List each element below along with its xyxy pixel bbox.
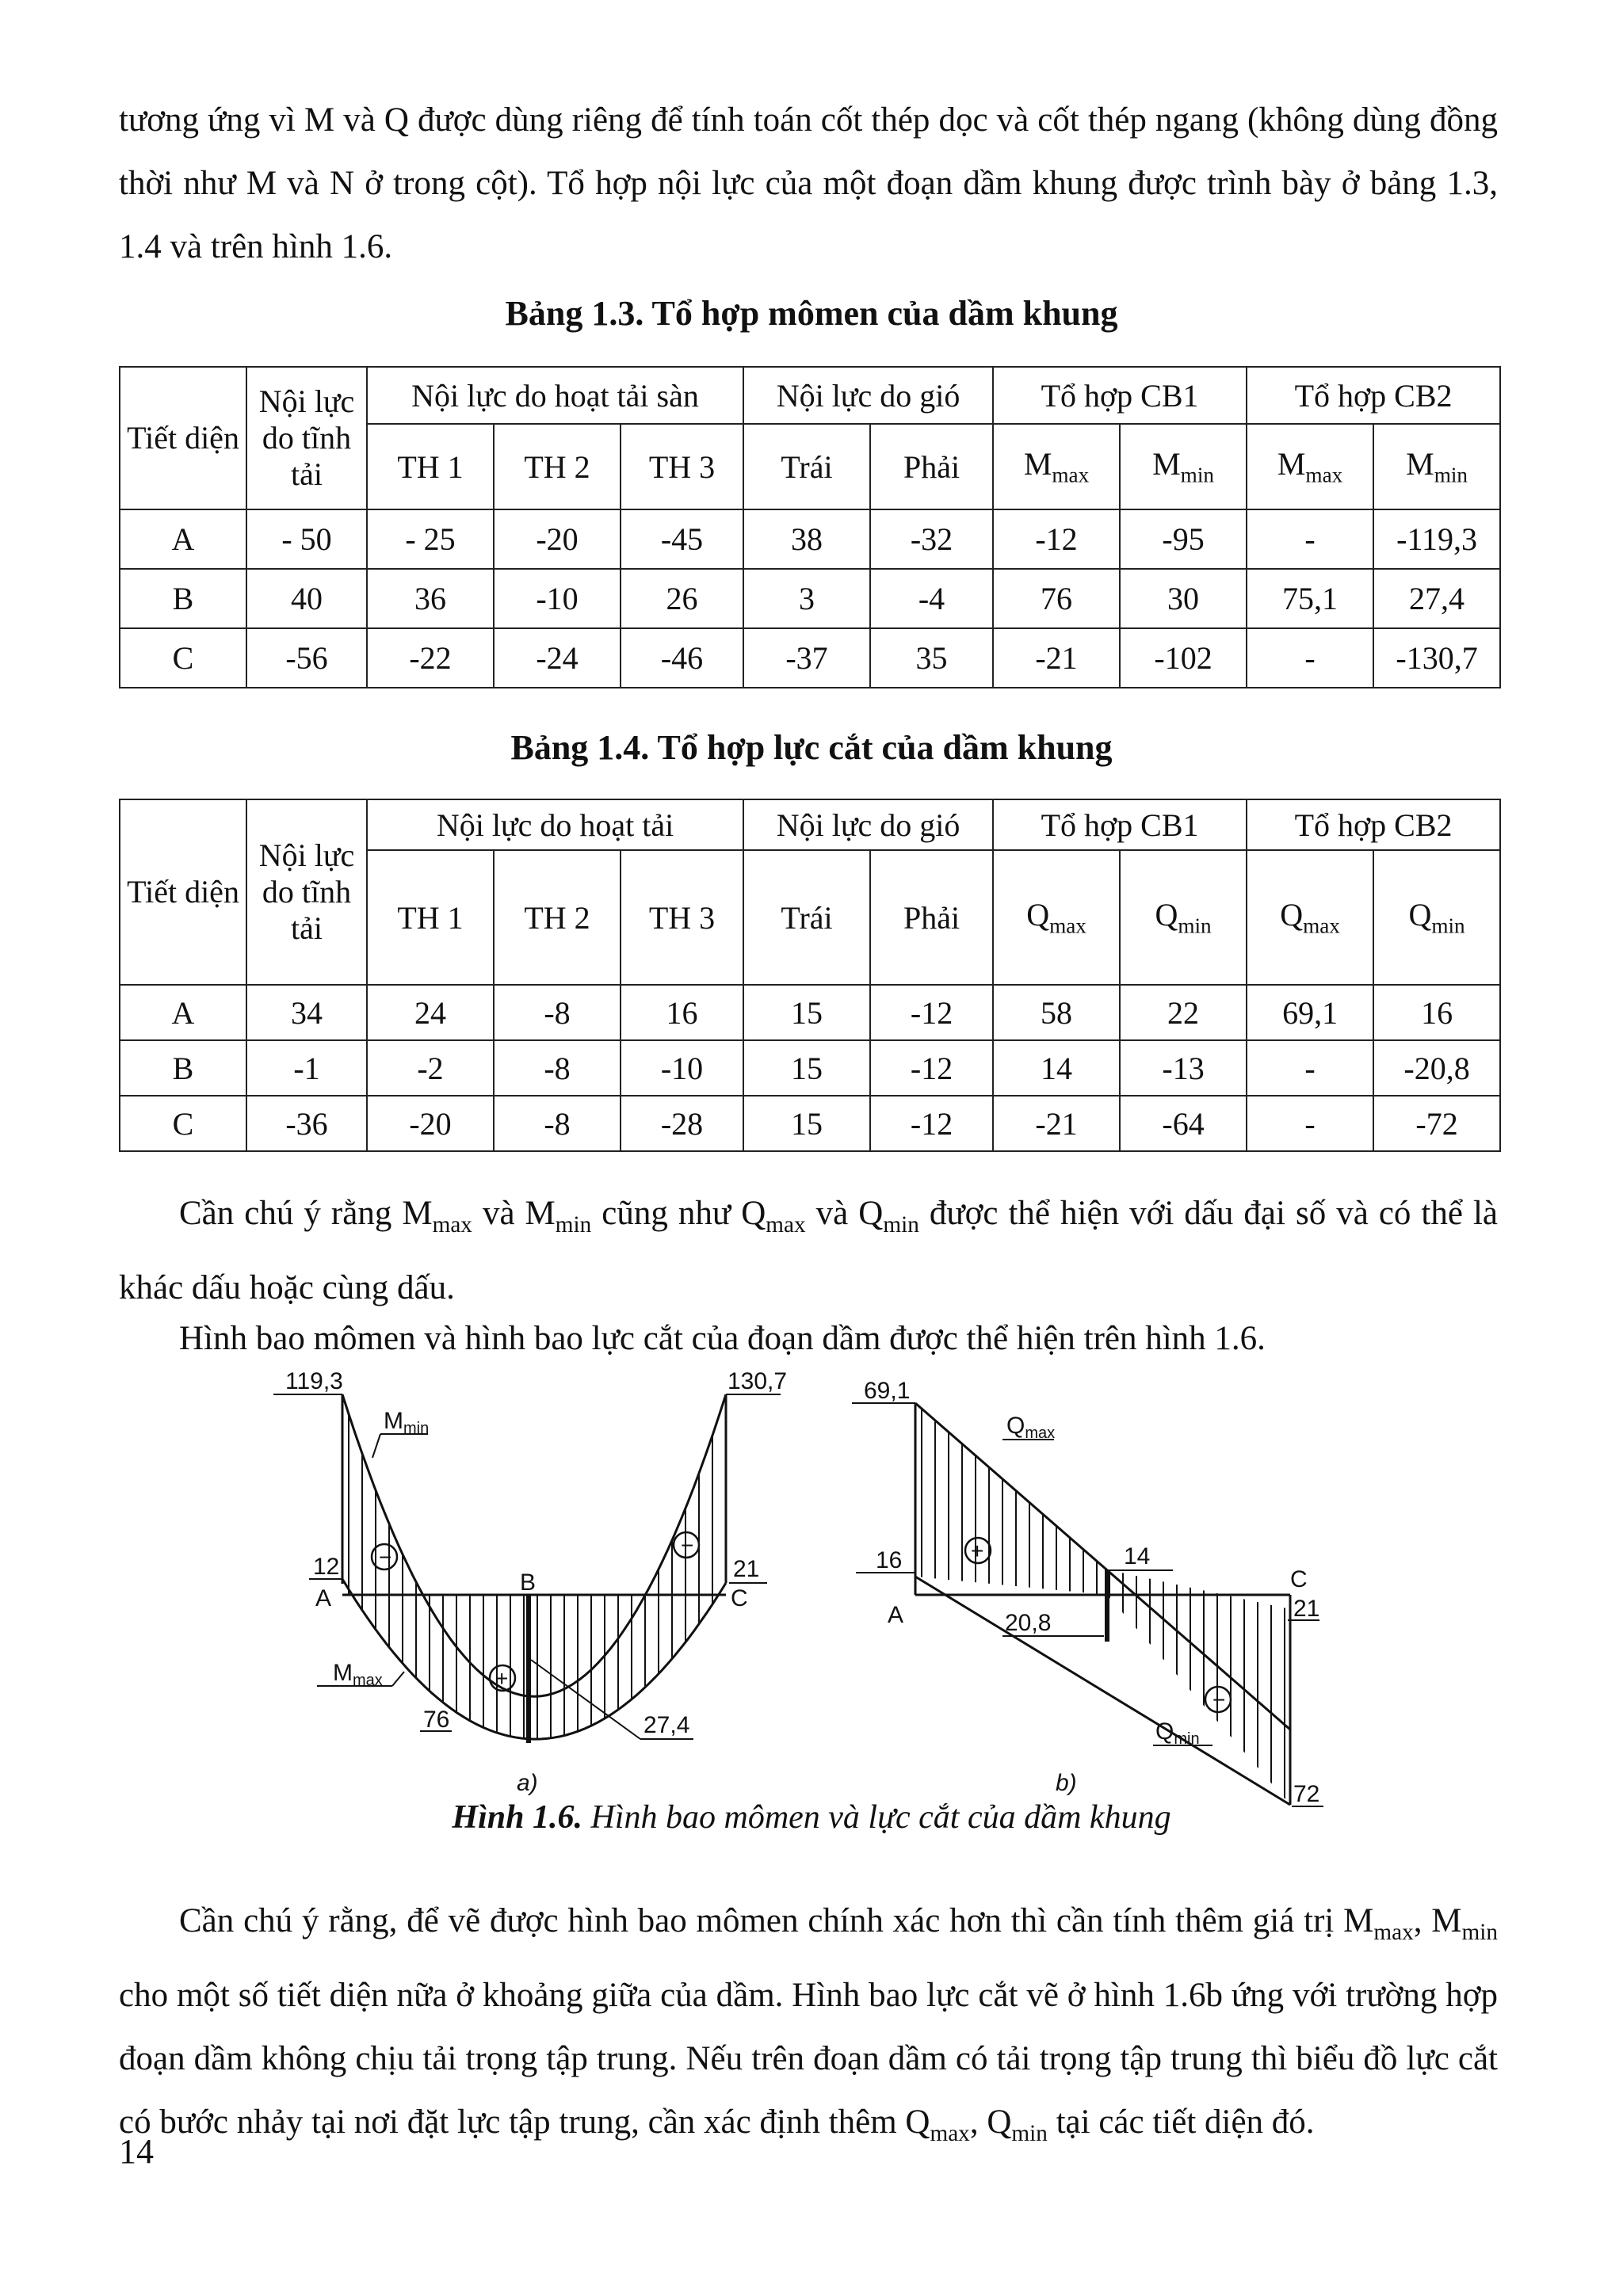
header-cb2-min: $Q_{min}$ xyxy=(1373,850,1500,985)
header-live-load: Nội lực do hoạt tải sàn xyxy=(367,367,743,424)
shear-label-top-left: 69,1 xyxy=(864,1378,911,1404)
mmin-label: $M_{min}$ xyxy=(384,1408,430,1437)
value-cell: 14 xyxy=(993,1040,1120,1096)
header-wind-right: Phải xyxy=(870,850,993,985)
value-cell: - xyxy=(1247,1096,1373,1151)
shear-label-c: C xyxy=(1290,1566,1308,1592)
header-section: Tiết diện xyxy=(120,367,246,509)
value-cell: -20,8 xyxy=(1373,1040,1500,1096)
value-cell: -22 xyxy=(367,628,494,688)
value-cell: -45 xyxy=(621,509,743,569)
section-cell: A xyxy=(120,509,246,569)
shear-sublabel: b) xyxy=(1056,1770,1077,1796)
value-cell: 40 xyxy=(246,569,367,628)
header-wind: Nội lực do gió xyxy=(743,367,993,424)
moment-label-top-right: 130,7 xyxy=(727,1368,788,1394)
header-cb2: Tổ hợp CB2 xyxy=(1247,799,1500,850)
value-cell: -4 xyxy=(870,569,993,628)
header-cb2-max: $M_{max}$ xyxy=(1247,424,1373,509)
value-cell: -12 xyxy=(870,985,993,1040)
header-wind-right: Phải xyxy=(870,424,993,509)
moment-label-a: A xyxy=(315,1585,332,1611)
value-cell: 22 xyxy=(1120,985,1247,1040)
value-cell: -12 xyxy=(870,1040,993,1096)
value-cell: -10 xyxy=(621,1040,743,1096)
value-cell: 27,4 xyxy=(1373,569,1500,628)
value-cell: -46 xyxy=(621,628,743,688)
header-wind-left: Trái xyxy=(743,424,870,509)
table14-body xyxy=(120,985,1500,1151)
header-cb1: Tổ hợp CB1 xyxy=(993,367,1247,424)
value-cell: - xyxy=(1247,628,1373,688)
header-static-load: Nội lực do tĩnh tải xyxy=(246,367,367,509)
value-cell: 34 xyxy=(246,985,367,1040)
moment-minus-right: − xyxy=(681,1533,694,1558)
header-cb1-min: $Q_{min}$ xyxy=(1120,850,1247,985)
qmin-hatching xyxy=(1109,1565,1285,1810)
header-wind-left: Trái xyxy=(743,850,870,985)
header-cb2: Tổ hợp CB2 xyxy=(1247,367,1500,424)
value-cell: -12 xyxy=(993,509,1120,569)
shear-label-left: 16 xyxy=(876,1547,903,1573)
figure-intro: Hình bao mômen và hình bao lực cắt của đoạn dầm được thể hiện trên hình 1.6. xyxy=(179,1320,1266,1357)
value-cell: -21 xyxy=(993,628,1120,688)
figure-1-6 xyxy=(0,1367,1623,1810)
header-th2: TH 2 xyxy=(494,850,621,985)
header-cb1: Tổ hợp CB1 xyxy=(993,799,1247,850)
value-cell: -13 xyxy=(1120,1040,1247,1096)
value-cell: -37 xyxy=(743,628,870,688)
value-cell: 16 xyxy=(1373,985,1500,1040)
value-cell: -32 xyxy=(870,509,993,569)
header-th1: TH 1 xyxy=(367,424,494,509)
header-wind: Nội lực do gió xyxy=(743,799,993,850)
header-static-load: Nội lực do tĩnh tải xyxy=(246,799,367,985)
value-cell: 58 xyxy=(993,985,1120,1040)
value-cell: -72 xyxy=(1373,1096,1500,1151)
shear-label-mid-bottom: 20,8 xyxy=(1005,1610,1052,1636)
header-cb1-max: $M_{max}$ xyxy=(993,424,1120,509)
shear-label-bottom-right: 72 xyxy=(1293,1781,1320,1807)
shear-envelope-diagram xyxy=(852,1398,1323,1810)
value-cell: - xyxy=(1247,509,1373,569)
header-cb1-max: $Q_{max}$ xyxy=(993,850,1120,985)
table13-caption: Bảng 1.3. Tổ hợp mômen của dầm khung xyxy=(505,294,1118,333)
value-cell: 69,1 xyxy=(1247,985,1373,1040)
qmin-label: $Q_{min}$ xyxy=(1155,1718,1200,1748)
section-cell: A xyxy=(120,985,246,1040)
section-cell: B xyxy=(120,569,246,628)
value-cell: -21 xyxy=(993,1096,1120,1151)
header-th2: TH 2 xyxy=(494,424,621,509)
moment-label-c: C xyxy=(731,1585,748,1611)
value-cell: 15 xyxy=(743,1040,870,1096)
value-cell: -130,7 xyxy=(1373,628,1500,688)
value-cell: -102 xyxy=(1120,628,1247,688)
shear-plus-sign: + xyxy=(971,1539,984,1563)
figure-caption: Hình 1.6. Hình bao mômen và lực cắt của dầm khung xyxy=(452,1799,1171,1836)
moment-envelope-diagram xyxy=(273,1383,781,1747)
value-cell: -95 xyxy=(1120,509,1247,569)
value-cell: 26 xyxy=(621,569,743,628)
moment-label-bottom-right: 27,4 xyxy=(643,1712,690,1738)
table-row xyxy=(120,985,1500,1040)
header-th1: TH 1 xyxy=(367,850,494,985)
qmax-line xyxy=(915,1403,1290,1730)
value-cell: -8 xyxy=(494,1096,621,1151)
value-cell: 35 xyxy=(870,628,993,688)
header-cb2-max: $Q_{max}$ xyxy=(1247,850,1373,985)
table-row xyxy=(120,1096,1500,1151)
shear-minus-sign: − xyxy=(1212,1688,1226,1712)
table-row xyxy=(120,509,1500,569)
value-cell: -28 xyxy=(621,1096,743,1151)
moment-label-bottom-left: 76 xyxy=(423,1707,450,1733)
value-cell: 36 xyxy=(367,569,494,628)
table-row xyxy=(120,628,1500,688)
value-cell: 16 xyxy=(621,985,743,1040)
value-cell: -1 xyxy=(246,1040,367,1096)
value-cell: -12 xyxy=(870,1096,993,1151)
value-cell: -20 xyxy=(494,509,621,569)
moment-label-b: B xyxy=(520,1569,537,1596)
value-cell: 15 xyxy=(743,1096,870,1151)
mmin-curve xyxy=(342,1394,726,1696)
value-cell: -56 xyxy=(246,628,367,688)
page-number: 14 xyxy=(119,2132,154,2171)
moment-label-left: 12 xyxy=(313,1554,340,1580)
qmin-line xyxy=(915,1577,1290,1805)
table13-moment-combination xyxy=(119,366,1501,688)
qmax-label: $Q_{max}$ xyxy=(1006,1413,1056,1442)
mmax-label: $M_{max}$ xyxy=(333,1660,383,1689)
value-cell: 76 xyxy=(993,569,1120,628)
value-cell: 15 xyxy=(743,985,870,1040)
section-cell: C xyxy=(120,1096,246,1151)
value-cell: 30 xyxy=(1120,569,1247,628)
final-paragraph: Cần chú ý rằng, để vẽ được hình bao mômen chính xác hơn thì cần tính thêm giá trị $M_{max}$, $M_{min}$ cho một số tiết diện nữa ở khoảng giữa của dầm. Hình bao lực cắt vẽ ở hình 1.6b ứng với trường hợp đoạn dầm không chịu tải trọng tập trung. Nếu trên đoạn dầm có tải trọng tập trung thì biểu đồ lực cắt có bước nhảy tại nơi đặt lực tập trung, cần xác định thêm $Q_{max}$, $Q_{min}$ tại các tiết diện đó. xyxy=(119,1902,1499,2147)
header-live-load: Nội lực do hoạt tải xyxy=(367,799,743,850)
value-cell: - 25 xyxy=(367,509,494,569)
section-cell: C xyxy=(120,628,246,688)
value-cell: 3 xyxy=(743,569,870,628)
table14-shear-combination xyxy=(119,799,1501,1152)
table-row xyxy=(120,1040,1500,1096)
value-cell: - xyxy=(1247,1040,1373,1096)
value-cell: -24 xyxy=(494,628,621,688)
moment-sublabel: a) xyxy=(517,1770,538,1796)
shear-label-right: 21 xyxy=(1293,1596,1320,1622)
value-cell: 24 xyxy=(367,985,494,1040)
value-cell: -36 xyxy=(246,1096,367,1151)
moment-plus-sign: + xyxy=(495,1666,509,1691)
moment-label-top-left: 119,3 xyxy=(285,1368,343,1394)
value-cell: - 50 xyxy=(246,509,367,569)
header-th3: TH 3 xyxy=(621,424,743,509)
header-cb2-min: $M_{min}$ xyxy=(1373,424,1500,509)
value-cell: 75,1 xyxy=(1247,569,1373,628)
value-cell: -8 xyxy=(494,1040,621,1096)
header-th3: TH 3 xyxy=(621,850,743,985)
value-cell: 38 xyxy=(743,509,870,569)
table13-body xyxy=(120,509,1500,688)
header-cb1-min: $M_{min}$ xyxy=(1120,424,1247,509)
note-paragraph: Cần chú ý rằng $M_{max}$ và $M_{min}$ cũng như $Q_{max}$ và $Q_{min}$ được thể hiện với dấu đại số và có thể là khác dấu hoặc cùng dấu. xyxy=(119,1195,1499,1307)
value-cell: -8 xyxy=(494,985,621,1040)
moment-minus-left: − xyxy=(379,1545,392,1569)
value-cell: -20 xyxy=(367,1096,494,1151)
value-cell: -10 xyxy=(494,569,621,628)
intro-paragraph: tương ứng vì M và Q được dùng riêng để tính toán cốt thép dọc và cốt thép ngang (không dùng đồng thời như M và N ở trong cột). Tổ hợp nội lực của một đoạn dầm khung được trình bày ở bảng 1.3, 1.4 và trên hình 1.6. xyxy=(119,101,1498,265)
table-row xyxy=(120,569,1500,628)
header-section: Tiết diện xyxy=(120,799,246,985)
value-cell: -119,3 xyxy=(1373,509,1500,569)
table14-caption: Bảng 1.4. Tổ hợp lực cắt của dầm khung xyxy=(510,728,1113,767)
value-cell: -2 xyxy=(367,1040,494,1096)
value-cell: -64 xyxy=(1120,1096,1247,1151)
section-cell: B xyxy=(120,1040,246,1096)
moment-label-right: 21 xyxy=(733,1556,760,1582)
shear-label-mid-top: 14 xyxy=(1124,1543,1151,1569)
shear-label-a: A xyxy=(888,1602,904,1628)
